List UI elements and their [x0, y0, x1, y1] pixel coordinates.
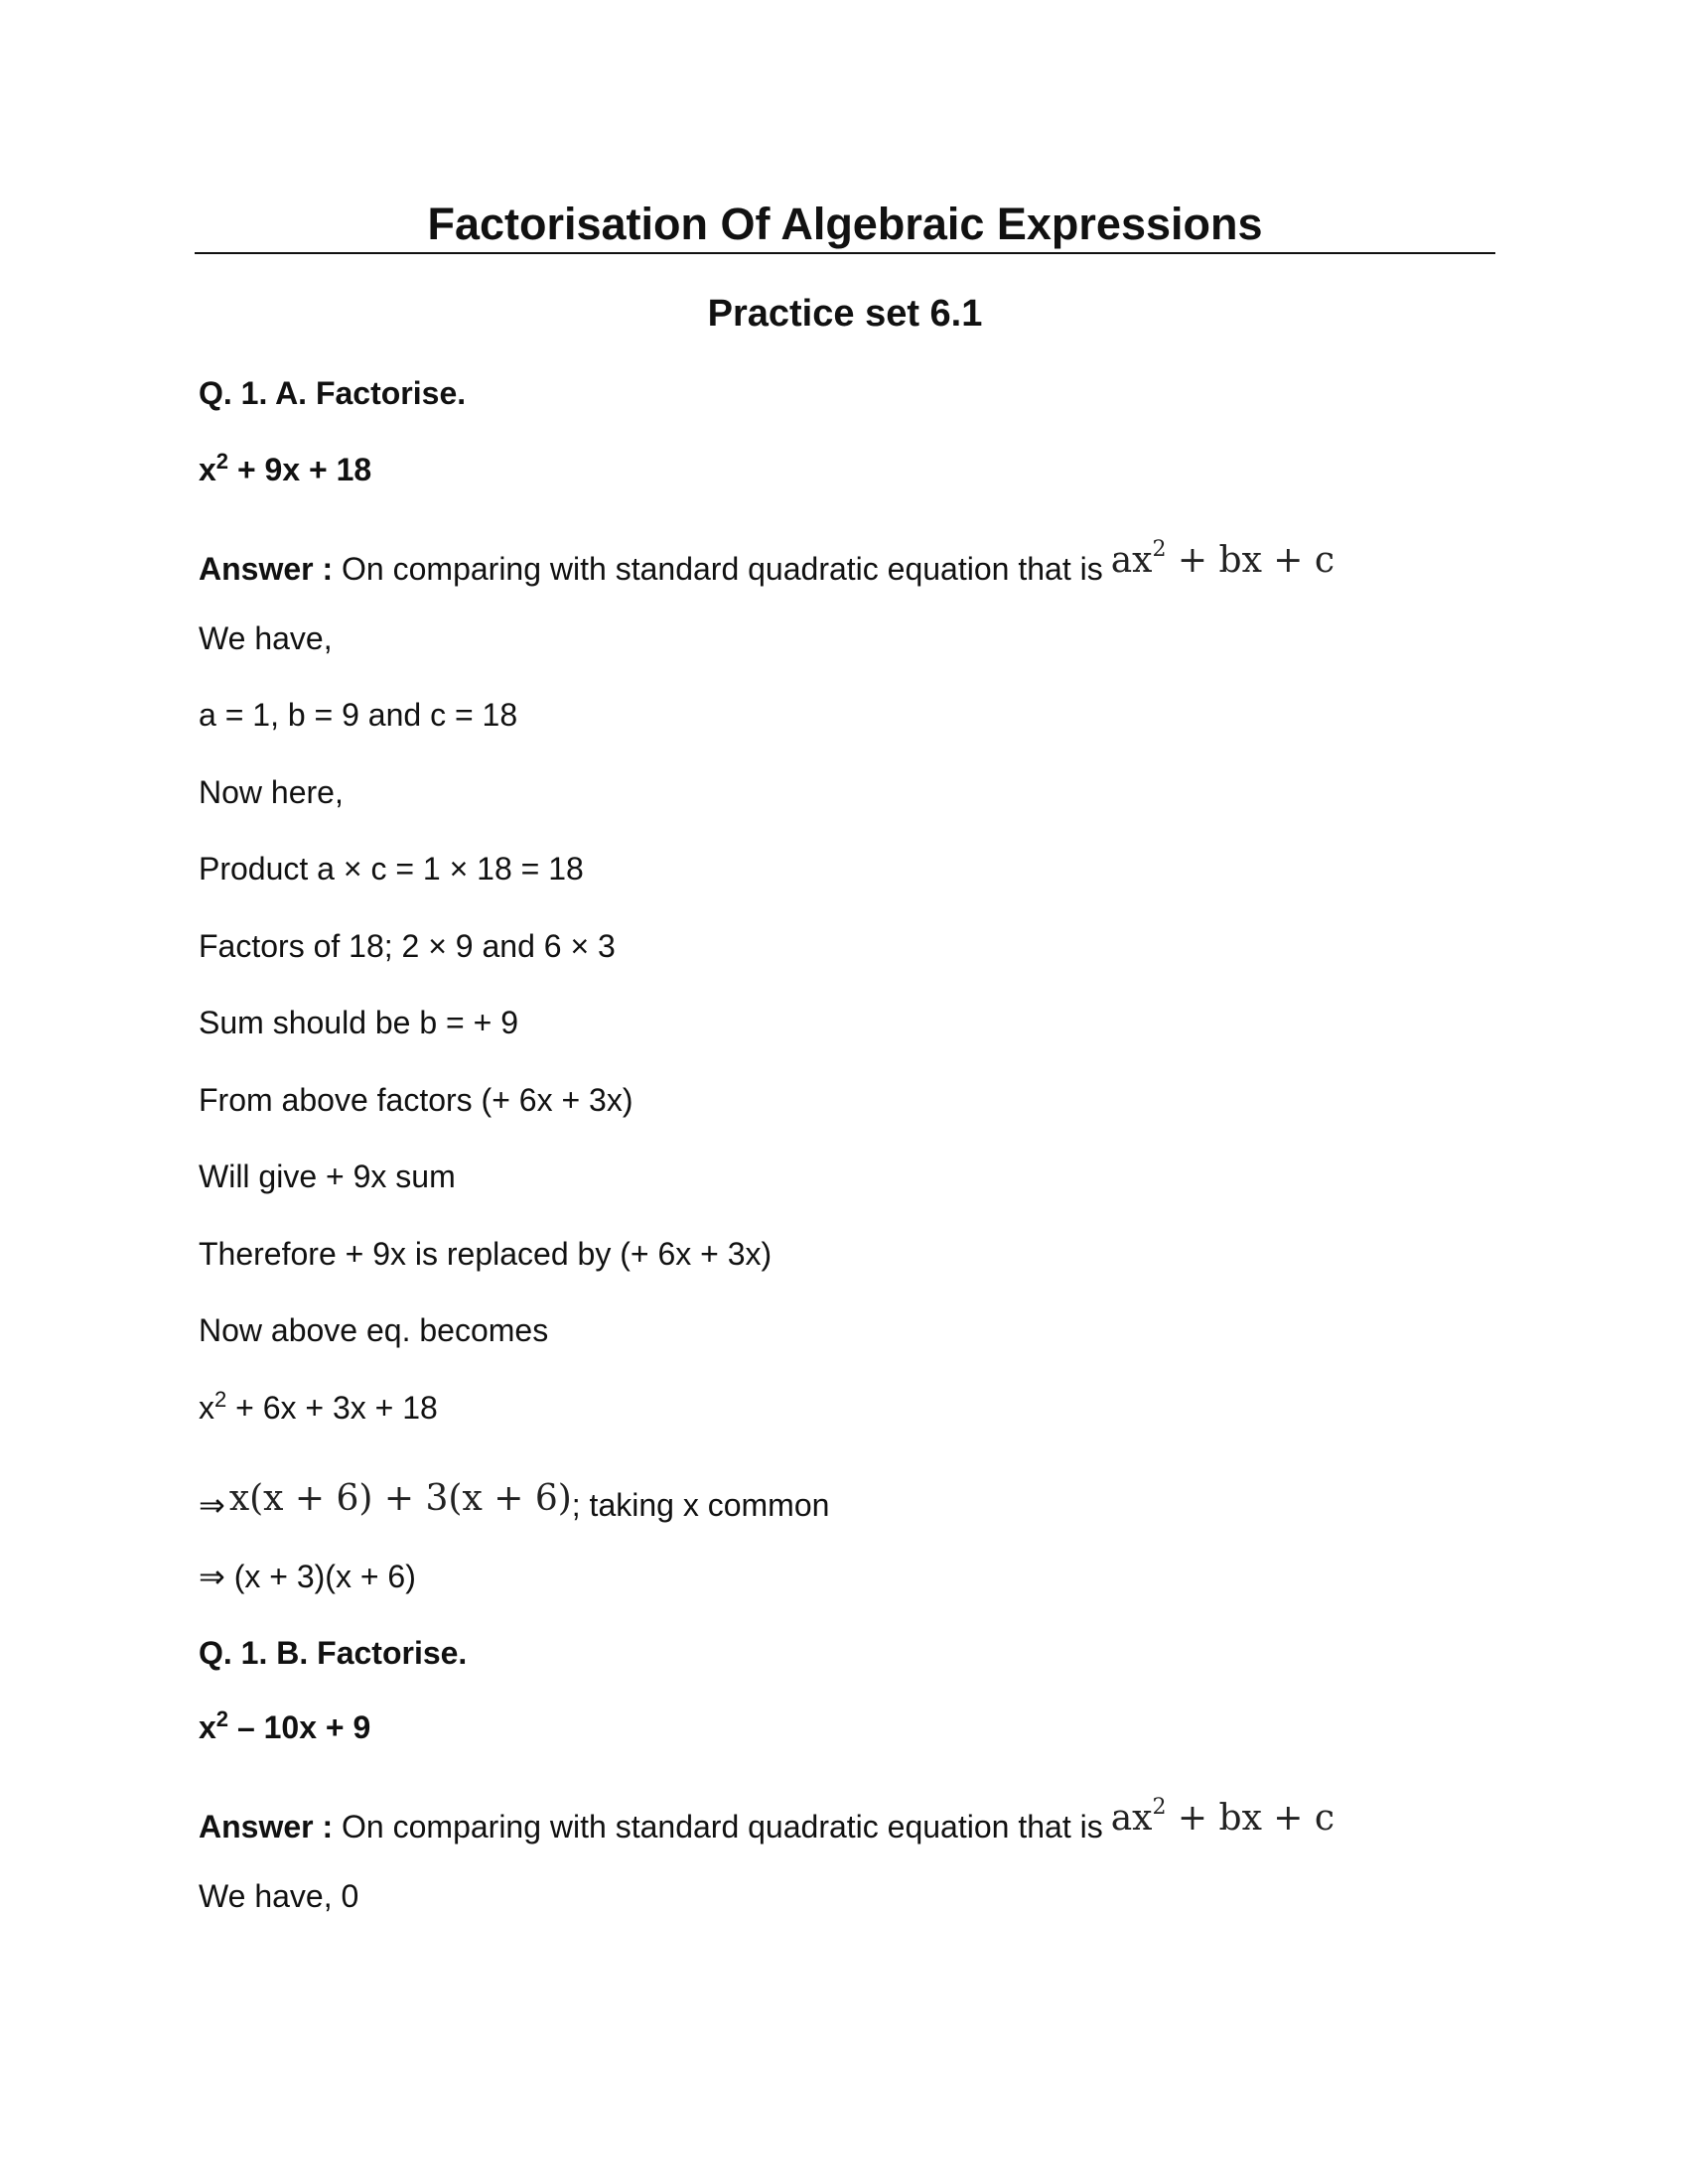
question-1b-expression: $x^2 - 10x + 9$	[199, 1706, 371, 1745]
solution-line: Sum should be b = + 9	[199, 1005, 518, 1040]
solution-line: From above factors (+ 6x + 3x)	[199, 1082, 633, 1118]
answer-1a-intro	[199, 537, 1336, 589]
title-divider	[195, 252, 1495, 254]
step-taking-common: ⇒ x(x + 6) + 3(x + 6); taking x common	[199, 1478, 830, 1523]
expr-rest: + 9x + 18	[228, 452, 372, 487]
solution-line: We have,	[199, 620, 333, 656]
expr-exponent: 2	[215, 449, 229, 474]
solution-line: a = 1, b = 9 and c = 18	[199, 697, 518, 733]
standard-form-math: $ax^2$ + bx + c	[1110, 1795, 1336, 1839]
practice-set-title: Practice set 6.1	[707, 293, 983, 335]
answer-text: On comparing with standard quadratic equation that is	[333, 551, 1103, 587]
answer-label: Answer :	[199, 551, 334, 587]
solution-line: We have, 0	[199, 1878, 359, 1914]
standard-form-math: $ax^2$ + bx + c	[1110, 537, 1336, 581]
solution-line: Therefore + 9x is replaced by (+ 6x + 3x)	[199, 1236, 773, 1272]
expanded-equation: $x^2 + 6x + 3x + 18$	[199, 1387, 438, 1426]
question-1a-heading: Q. 1. A. Factorise.	[199, 375, 467, 411]
solution-line: Now here,	[199, 774, 344, 810]
answer-1b-intro	[199, 1795, 1336, 1846]
question-1a-expression	[199, 450, 371, 489]
solution-line: Factors of 18; 2 × 9 and 6 × 3	[199, 928, 616, 964]
expr-base: x	[199, 452, 216, 487]
grouped-math: x(x + 6) + 3(x + 6)	[228, 1478, 572, 1519]
solution-line: Now above eq. becomes	[199, 1312, 549, 1348]
solution-line: Will give + 9x sum	[199, 1159, 456, 1194]
answer-label: Answer :	[199, 1809, 334, 1844]
implies-arrow: ⇒	[199, 1487, 225, 1523]
solution-line: Product a × c = 1 × 18 = 18	[199, 851, 584, 887]
final-factorisation: ⇒ (x + 3)(x + 6)	[199, 1559, 416, 1594]
question-1b-heading: Q. 1. B. Factorise.	[199, 1635, 468, 1671]
answer-text: On comparing with standard quadratic equation that is	[333, 1809, 1103, 1844]
page-title: Factorisation Of Algebraic Expressions	[427, 199, 1263, 249]
